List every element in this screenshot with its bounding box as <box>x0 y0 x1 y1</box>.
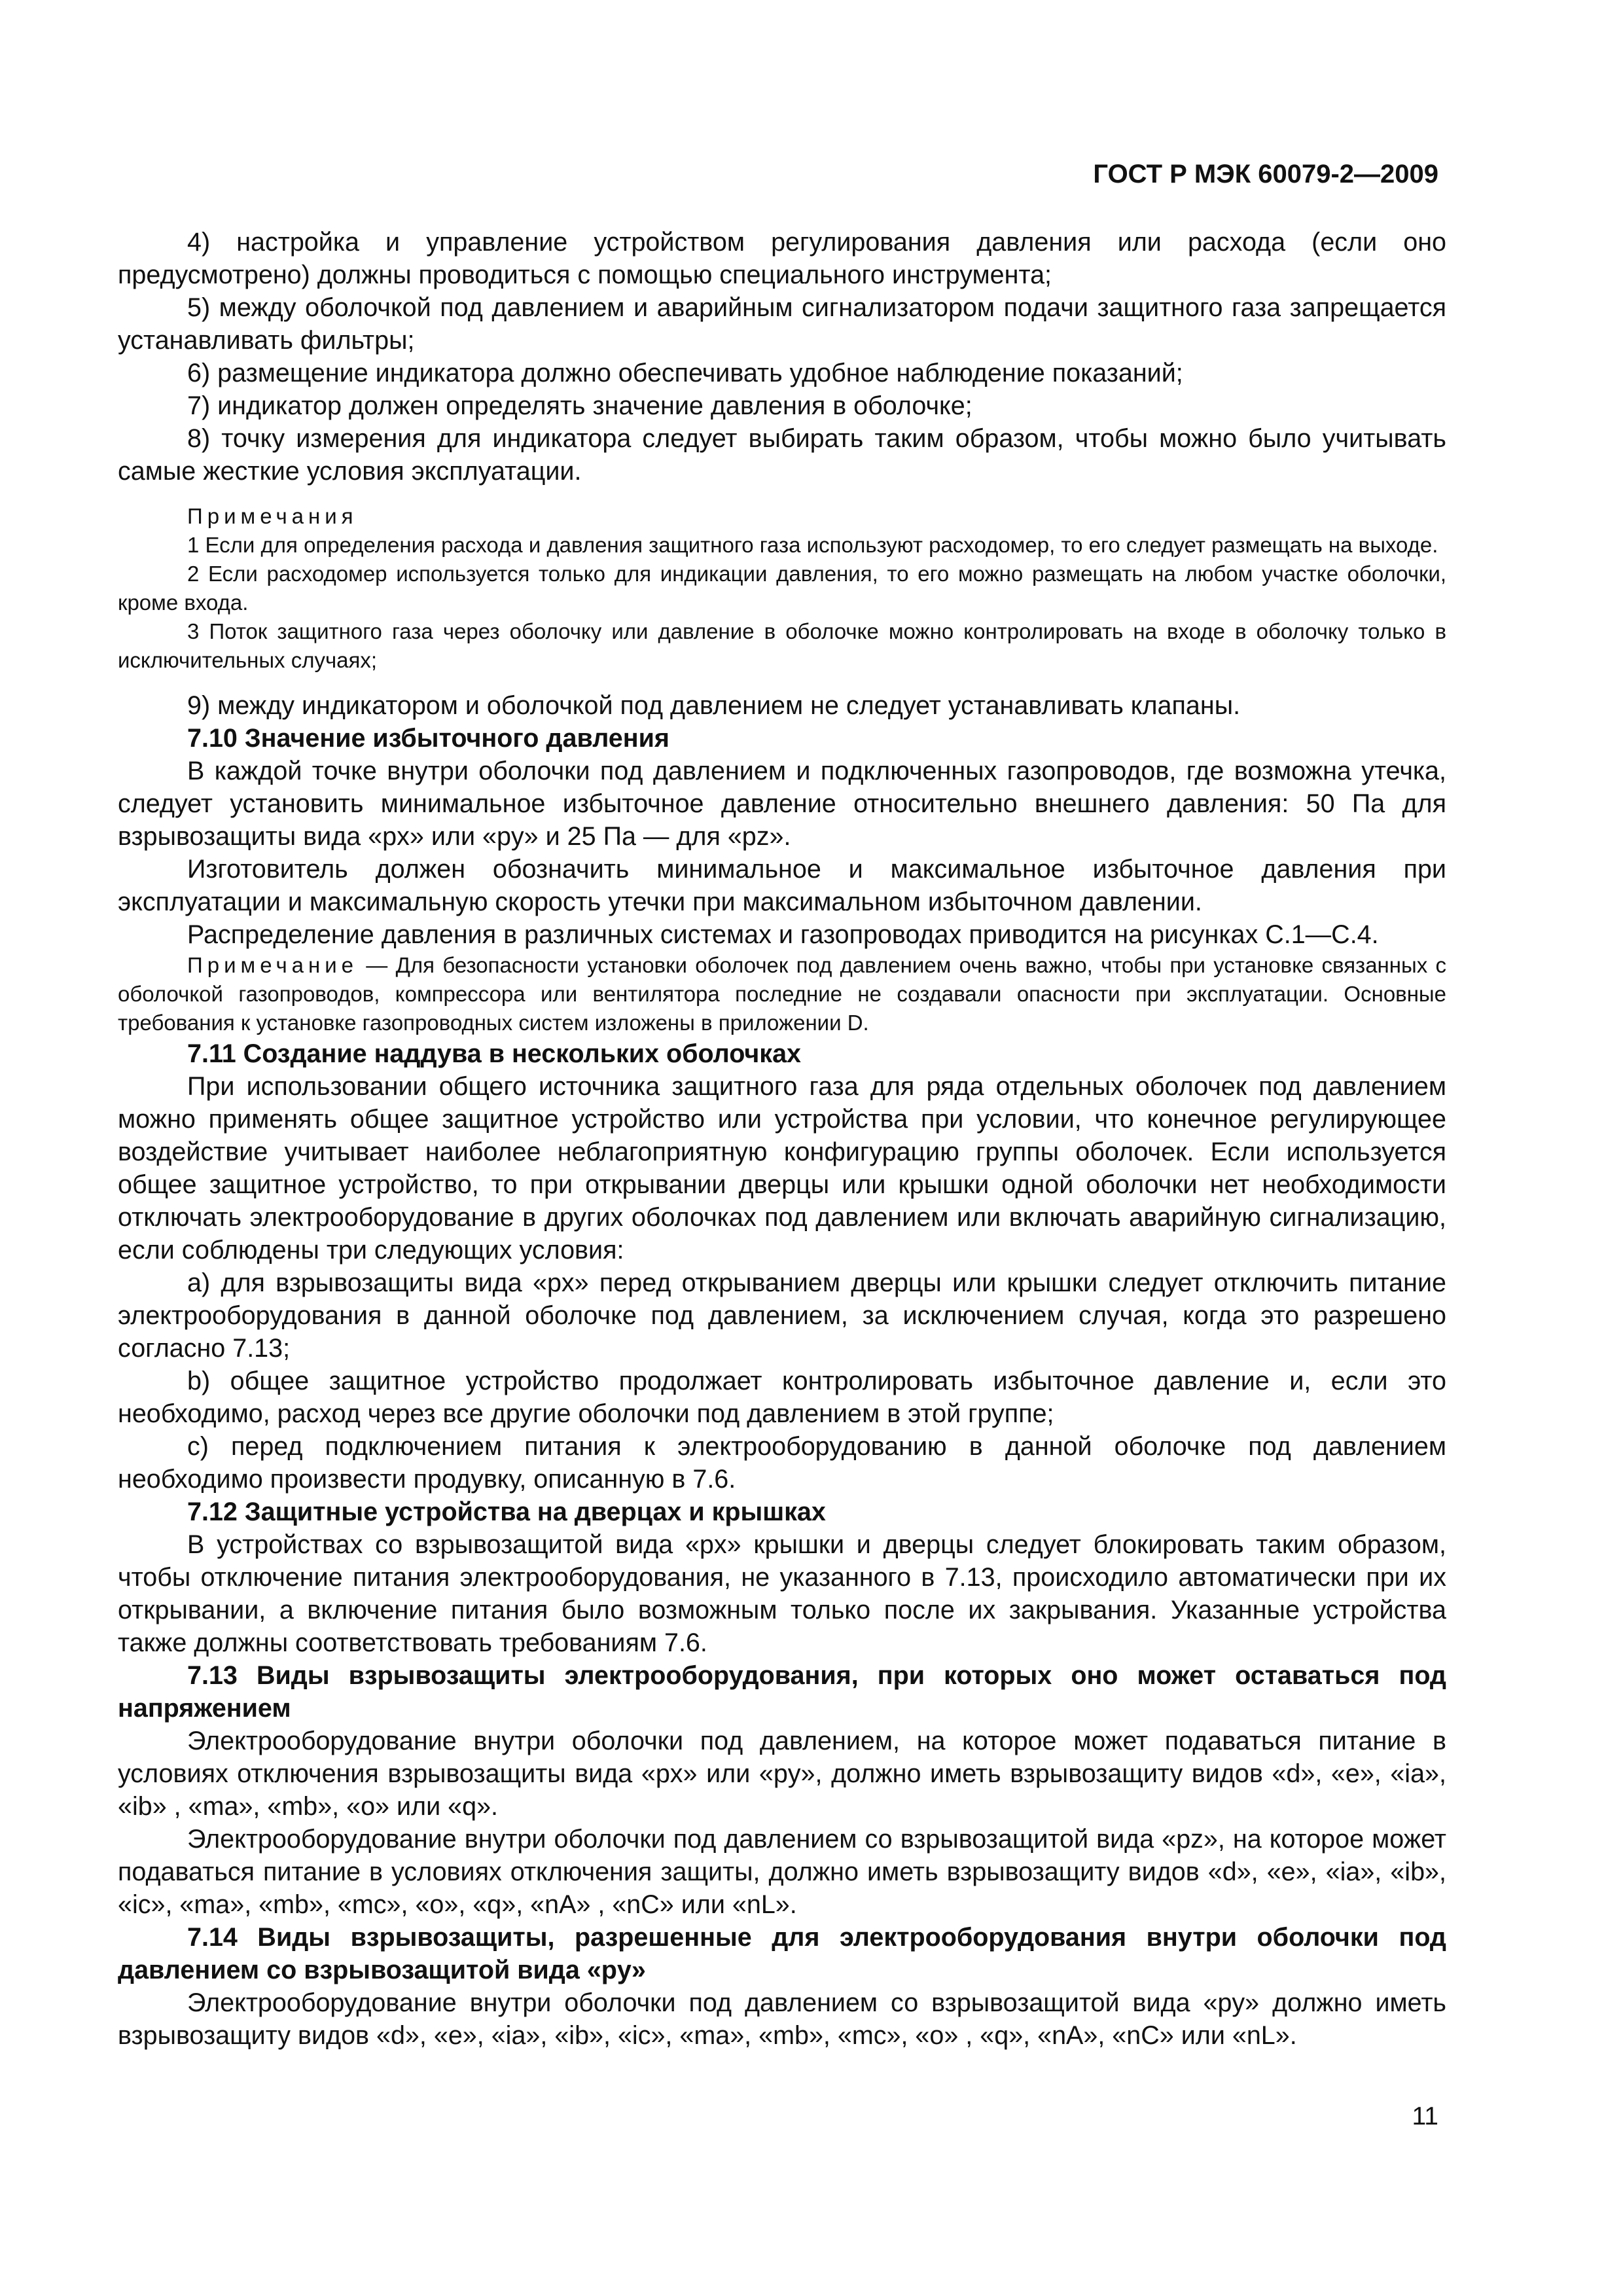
list-item: 7) индикатор должен определять значение давления в оболочке; <box>187 391 972 420</box>
paragraph: Распределение давления в различных системах и газопроводах приводится на рисунках С.1—С.4. <box>187 920 1379 949</box>
note-item: 1 Если для определения расхода и давления защитного газа используют расходомер, то его следует размещать на выходе. <box>187 533 1438 557</box>
section-note <box>118 951 1446 1037</box>
paragraph: Электрооборудование внутри оболочки под давлением, на которое может подаваться питание в условиях отключения взрывозащиты вида «px» или «py», должно иметь взрывозащиту видов «d», «e», «ia», «ib» , «ma», «mb», «o» или «q». <box>118 1727 1446 1821</box>
notes-label: Примечания <box>187 504 358 528</box>
list-item: 8) точку измерения для индикатора следует выбирать таким образом, чтобы можно было учитывать самые жесткие условия эксплуатации. <box>118 424 1446 486</box>
paragraph: c) перед подключением питания к электрооборудованию в данной оболочке под давлением необходимо произвести продувку, описанную в 7.6. <box>118 1432 1446 1494</box>
note-item: 2 Если расходомер используется только для индикации давления, то его можно размещать на любом участке оболочки, кроме входа. <box>118 562 1446 615</box>
paragraph: В устройствах со взрывозащитой вида «px» крышки и дверцы следует блокировать таким образом, чтобы отключение питания электрооборудования, не указанного в 7.13, происходило автоматически при их открывании, а включение питания было возможным только после их закрывания. Указанные устройства также должны соответствовать требованиям 7.6. <box>118 1530 1446 1657</box>
page-number: 11 <box>1412 2102 1438 2130</box>
section-heading-7-10: 7.10 Значение избыточного давления <box>187 724 669 753</box>
section-heading-7-14: 7.14 Виды взрывозащиты, разрешенные для электрооборудования внутри оболочки под давлением со взрывозащитой вида «py» <box>118 1923 1446 1984</box>
list-item: 6) размещение индикатора должно обеспечивать удобное наблюдение показаний; <box>187 359 1183 387</box>
section-heading-7-11: 7.11 Создание наддува в нескольких оболочках <box>187 1039 802 1068</box>
note-item: 3 Поток защитного газа через оболочку или давление в оболочке можно контролировать на входе в оболочку только в исключительных случаях; <box>118 619 1446 672</box>
list-item: 5) между оболочкой под давлением и аварийным сигнализатором подачи защитного газа запрещается устанавливать фильтры; <box>118 293 1446 355</box>
paragraph: a) для взрывозащиты вида «px» перед открыванием дверцы или крышки следует отключить питание электрооборудования в данной оболочке под давлением, за исключением случая, когда это разрешено согласно 7.13; <box>118 1268 1446 1363</box>
note-label: Примечание <box>187 953 359 977</box>
section-heading-7-12: 7.12 Защитные устройства на дверцах и крышках <box>187 1498 826 1526</box>
paragraph: Изготовитель должен обозначить минимальное и максимальное избыточное давления при эксплуатации и максимальную скорость утечки при максимальном избыточном давлении. <box>118 855 1446 916</box>
document-header: ГОСТ Р МЭК 60079-2—2009 <box>1093 160 1438 188</box>
section-heading-7-13: 7.13 Виды взрывозащиты электрооборудования, при которых оно может оставаться под напряжением <box>118 1661 1446 1723</box>
notes-block <box>118 502 1446 675</box>
paragraph: Электрооборудование внутри оболочки под давлением со взрывозащитой вида «pz», на которое может подаваться питание в условиях отключения защиты, должно иметь взрывозащиту видов «d», «e», «ia», «ib», «ic», «ma», «mb», «mc», «o», «q», «nA» , «nC» или «nL». <box>118 1825 1446 1919</box>
paragraph: Электрооборудование внутри оболочки под давлением со взрывозащитой вида «py» должно иметь взрывозащиту видов «d», «e», «ia», «ib», «ic», «ma», «mb», «mc», «o» , «q», «nA», «nC» или «nL». <box>118 1988 1446 2050</box>
paragraph: b) общее защитное устройство продолжает контролировать избыточное давление и, если это необходимо, расход через все другие оболочки под давлением в этой группе; <box>118 1367 1446 1428</box>
paragraph: При использовании общего источника защитного газа для ряда отдельных оболочек под давлением можно применять общее защитное устройство или устройства при условии, что конечное регулирующее воздействие учитывает наиболее неблагоприятную конфигурацию группы оболочек. Если используется общее защитное устройство, то при открывании дверцы или крышки одной оболочки нет необходимости отключать электрооборудование в других оболочках под давлением или включать аварийную сигнализацию, если соблюдены три следующих условия: <box>118 1072 1446 1265</box>
list-item: 4) настройка и управление устройством регулирования давления или расхода (если оно предусмотрено) должны проводиться с помощью специального инструмента; <box>118 228 1446 289</box>
paragraph: В каждой точке внутри оболочки под давлением и подключенных газопроводов, где возможна утечка, следует установить минимальное избыточное давление относительно внешнего давления: 50 Па для взрывозащиты вида «px» или «py» и 25 Па — для «pz». <box>118 757 1446 851</box>
note-text: — Для безопасности установки оболочек под давлением очень важно, чтобы при установке связанных с оболочкой газопроводов, компрессора или вентилятора последние не создавали опасности при эксплуатации. Основные требования к установке газопроводных систем изложены в приложении D. <box>118 953 1446 1035</box>
list-item: 9) между индикатором и оболочкой под давлением не следует устанавливать клапаны. <box>187 691 1241 720</box>
document-body <box>118 226 1446 2052</box>
